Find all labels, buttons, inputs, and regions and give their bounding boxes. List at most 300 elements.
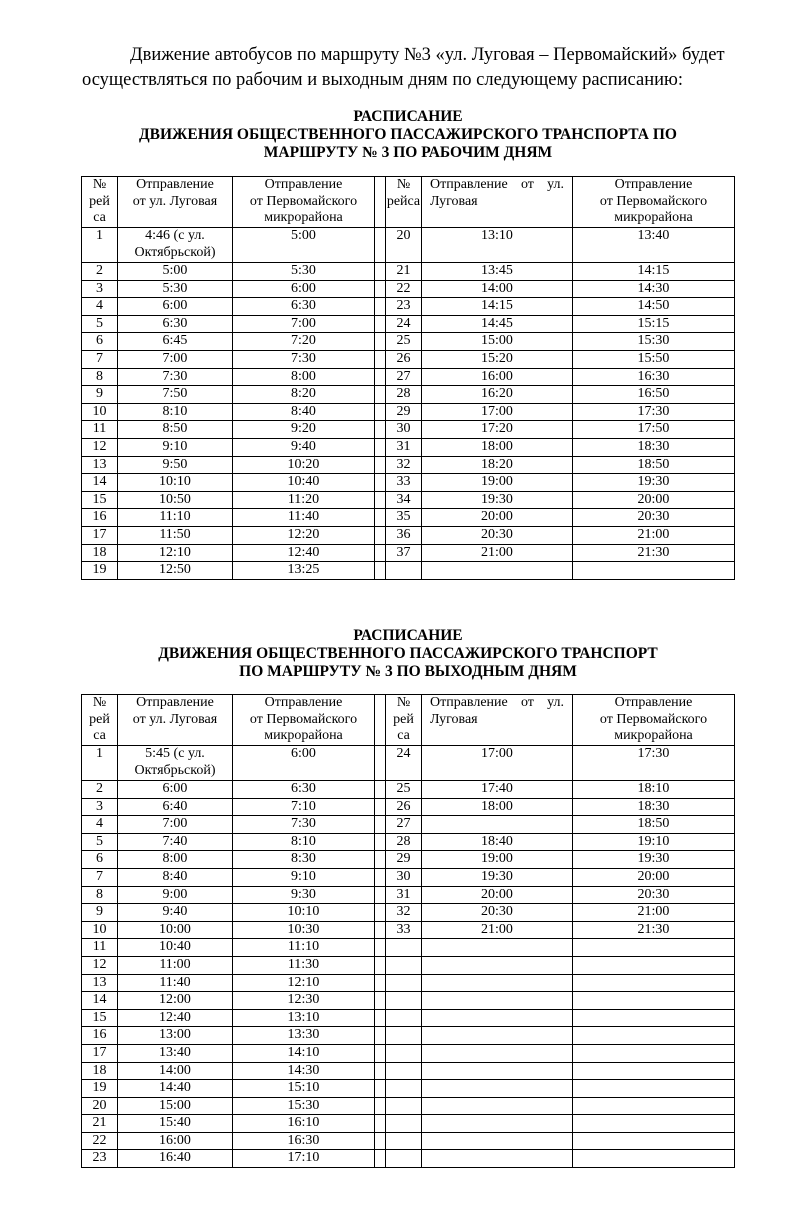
departure-lugovaya: 20:00 xyxy=(422,886,573,904)
departure-lugovaya: 8:10 xyxy=(118,403,233,421)
departure-pervomaisky: 15:15 xyxy=(573,315,735,333)
trip-number: 26 xyxy=(386,798,422,816)
departure-lugovaya: 5:45 (с ул. Октябрьской) xyxy=(118,746,233,781)
trip-number: 13 xyxy=(82,974,118,992)
departure-pervomaisky: 21:30 xyxy=(573,921,735,939)
departure-lugovaya: 8:40 xyxy=(118,868,233,886)
trip-number: 31 xyxy=(386,438,422,456)
trip-number xyxy=(386,562,422,580)
header-trip-number: № рей са xyxy=(82,695,118,746)
departure-pervomaisky: 18:50 xyxy=(573,456,735,474)
table-row xyxy=(82,798,735,816)
table-row xyxy=(82,333,735,351)
departure-pervomaisky: 12:40 xyxy=(233,544,375,562)
column-separator xyxy=(375,1044,386,1062)
departure-pervomaisky: 15:30 xyxy=(573,333,735,351)
column-separator xyxy=(375,438,386,456)
trip-number: 2 xyxy=(82,781,118,799)
table-row xyxy=(82,956,735,974)
departure-pervomaisky: 6:00 xyxy=(233,746,375,781)
column-separator xyxy=(375,1080,386,1098)
departure-lugovaya: 14:40 xyxy=(118,1080,233,1098)
intro-text: Движение автобусов по маршруту №3 «ул. Луговая – Первомайский» будет осуществляться по рабочим и выходным дням по следующему расписанию: xyxy=(82,45,725,90)
weekday-heading-line-3: МАРШРУТУ № 3 ПО РАБОЧИМ ДНЯМ xyxy=(263,144,553,161)
trip-number: 37 xyxy=(386,544,422,562)
departure-pervomaisky: 15:10 xyxy=(233,1080,375,1098)
departure-pervomaisky xyxy=(573,1132,735,1150)
column-separator xyxy=(375,1027,386,1045)
column-separator xyxy=(375,1097,386,1115)
departure-pervomaisky: 10:30 xyxy=(233,921,375,939)
trip-number: 22 xyxy=(386,280,422,298)
departure-pervomaisky: 8:20 xyxy=(233,386,375,404)
departure-lugovaya: 16:00 xyxy=(422,368,573,386)
departure-pervomaisky xyxy=(573,562,735,580)
weekday-heading-line-2: ДВИЖЕНИЯ ОБЩЕСТВЕННОГО ПАССАЖИРСКОГО ТРАНСПОРТА ПО xyxy=(139,126,677,143)
departure-lugovaya: 5:00 xyxy=(118,263,233,281)
departure-lugovaya: 12:40 xyxy=(118,1009,233,1027)
departure-pervomaisky: 5:30 xyxy=(233,263,375,281)
departure-pervomaisky xyxy=(573,974,735,992)
departure-pervomaisky: 16:10 xyxy=(233,1115,375,1133)
departure-pervomaisky xyxy=(573,1097,735,1115)
departure-pervomaisky: 17:30 xyxy=(573,403,735,421)
trip-number: 34 xyxy=(386,491,422,509)
departure-pervomaisky: 19:10 xyxy=(573,833,735,851)
column-separator xyxy=(375,228,386,263)
departure-lugovaya: 16:40 xyxy=(118,1150,233,1168)
trip-number: 10 xyxy=(82,403,118,421)
departure-lugovaya xyxy=(422,1115,573,1133)
departure-pervomaisky: 20:30 xyxy=(573,886,735,904)
departure-pervomaisky: 13:25 xyxy=(233,562,375,580)
departure-pervomaisky: 9:20 xyxy=(233,421,375,439)
departure-pervomaisky: 20:00 xyxy=(573,868,735,886)
table-row xyxy=(82,1027,735,1045)
column-separator xyxy=(375,921,386,939)
trip-number: 1 xyxy=(82,746,118,781)
departure-lugovaya: 9:00 xyxy=(118,886,233,904)
departure-pervomaisky: 7:30 xyxy=(233,350,375,368)
departure-pervomaisky xyxy=(573,1009,735,1027)
trip-number: 6 xyxy=(82,851,118,869)
trip-number xyxy=(386,939,422,957)
departure-pervomaisky: 13:10 xyxy=(233,1009,375,1027)
trip-number: 5 xyxy=(82,833,118,851)
departure-lugovaya: 13:00 xyxy=(118,1027,233,1045)
departure-pervomaisky: 20:30 xyxy=(573,509,735,527)
departure-lugovaya: 9:40 xyxy=(118,904,233,922)
departure-lugovaya: 11:00 xyxy=(118,956,233,974)
departure-lugovaya: 11:10 xyxy=(118,509,233,527)
intro-paragraph xyxy=(82,43,742,93)
table-row xyxy=(82,833,735,851)
departure-pervomaisky: 8:10 xyxy=(233,833,375,851)
departure-lugovaya xyxy=(422,974,573,992)
column-separator xyxy=(375,1150,386,1168)
trip-number: 26 xyxy=(386,350,422,368)
column-separator xyxy=(375,544,386,562)
trip-number: 8 xyxy=(82,368,118,386)
departure-lugovaya xyxy=(422,1044,573,1062)
weekday-heading-line-1: РАСПИСАНИЕ xyxy=(353,108,463,125)
trip-number: 12 xyxy=(82,438,118,456)
departure-pervomaisky xyxy=(573,1062,735,1080)
column-separator xyxy=(375,992,386,1010)
departure-lugovaya: 7:40 xyxy=(118,833,233,851)
column-separator xyxy=(375,509,386,527)
departure-pervomaisky: 17:50 xyxy=(573,421,735,439)
table-row xyxy=(82,526,735,544)
departure-pervomaisky: 7:10 xyxy=(233,798,375,816)
table-row xyxy=(82,921,735,939)
trip-number: 24 xyxy=(386,315,422,333)
departure-lugovaya: 5:30 xyxy=(118,280,233,298)
trip-number: 17 xyxy=(82,1044,118,1062)
table-row xyxy=(82,868,735,886)
column-separator xyxy=(375,474,386,492)
departure-lugovaya xyxy=(422,562,573,580)
departure-pervomaisky: 16:50 xyxy=(573,386,735,404)
departure-lugovaya: 11:40 xyxy=(118,974,233,992)
departure-pervomaisky: 19:30 xyxy=(573,474,735,492)
trip-number xyxy=(386,1009,422,1027)
weekend-heading-line-2: ДВИЖЕНИЯ ОБЩЕСТВЕННОГО ПАССАЖИРСКОГО ТРАНСПОРТ xyxy=(158,645,658,662)
departure-pervomaisky: 8:30 xyxy=(233,851,375,869)
departure-pervomaisky: 16:30 xyxy=(573,368,735,386)
departure-lugovaya xyxy=(422,956,573,974)
weekend-heading xyxy=(82,627,734,681)
departure-lugovaya: 10:50 xyxy=(118,491,233,509)
table-row xyxy=(82,1132,735,1150)
column-separator xyxy=(375,403,386,421)
trip-number: 11 xyxy=(82,939,118,957)
departure-lugovaya xyxy=(422,1150,573,1168)
trip-number: 15 xyxy=(82,1009,118,1027)
trip-number xyxy=(386,1150,422,1168)
column-separator xyxy=(375,1009,386,1027)
departure-lugovaya: 4:46 (с ул. Октябрьской) xyxy=(118,228,233,263)
table-row xyxy=(82,1044,735,1062)
trip-number: 22 xyxy=(82,1132,118,1150)
column-separator xyxy=(375,798,386,816)
column-separator xyxy=(375,263,386,281)
departure-lugovaya: 16:00 xyxy=(118,1132,233,1150)
departure-lugovaya: 17:20 xyxy=(422,421,573,439)
trip-number: 2 xyxy=(82,263,118,281)
table-header-row xyxy=(82,177,735,228)
header-trip-number: № рей са xyxy=(386,695,422,746)
departure-lugovaya: 19:00 xyxy=(422,474,573,492)
trip-number: 28 xyxy=(386,833,422,851)
trip-number: 3 xyxy=(82,798,118,816)
table-row xyxy=(82,474,735,492)
trip-number xyxy=(386,974,422,992)
departure-pervomaisky: 16:30 xyxy=(233,1132,375,1150)
departure-pervomaisky: 17:30 xyxy=(573,746,735,781)
departure-lugovaya xyxy=(422,1027,573,1045)
column-separator xyxy=(375,816,386,834)
departure-pervomaisky xyxy=(573,1150,735,1168)
table-row xyxy=(82,781,735,799)
trip-number: 4 xyxy=(82,816,118,834)
table-row xyxy=(82,939,735,957)
trip-number: 33 xyxy=(386,921,422,939)
departure-pervomaisky: 11:40 xyxy=(233,509,375,527)
departure-pervomaisky: 14:10 xyxy=(233,1044,375,1062)
trip-number: 3 xyxy=(82,280,118,298)
trip-number: 19 xyxy=(82,1080,118,1098)
departure-pervomaisky: 18:50 xyxy=(573,816,735,834)
column-separator xyxy=(375,956,386,974)
departure-pervomaisky: 15:50 xyxy=(573,350,735,368)
table-row xyxy=(82,886,735,904)
trip-number: 33 xyxy=(386,474,422,492)
departure-lugovaya: 18:40 xyxy=(422,833,573,851)
trip-number: 35 xyxy=(386,509,422,527)
departure-lugovaya: 10:40 xyxy=(118,939,233,957)
trip-number: 10 xyxy=(82,921,118,939)
column-separator xyxy=(375,456,386,474)
header-departure-lugovaya: Отправление от ул. Луговая xyxy=(422,177,573,228)
trip-number: 6 xyxy=(82,333,118,351)
weekend-heading-line-3: ПО МАРШРУТУ № 3 ПО ВЫХОДНЫМ ДНЯМ xyxy=(239,663,577,680)
trip-number xyxy=(386,1062,422,1080)
departure-lugovaya: 14:00 xyxy=(118,1062,233,1080)
trip-number: 9 xyxy=(82,386,118,404)
departure-pervomaisky xyxy=(573,992,735,1010)
departure-lugovaya: 11:50 xyxy=(118,526,233,544)
departure-pervomaisky: 10:40 xyxy=(233,474,375,492)
departure-lugovaya: 15:00 xyxy=(422,333,573,351)
departure-pervomaisky: 10:20 xyxy=(233,456,375,474)
table-row xyxy=(82,544,735,562)
trip-number: 30 xyxy=(386,868,422,886)
trip-number: 25 xyxy=(386,781,422,799)
departure-pervomaisky: 7:00 xyxy=(233,315,375,333)
header-departure-pervomaisky: Отправление от Первомайского микрорайона xyxy=(233,695,375,746)
column-separator xyxy=(375,695,386,746)
departure-lugovaya xyxy=(422,1062,573,1080)
table-row xyxy=(82,403,735,421)
departure-pervomaisky: 21:00 xyxy=(573,526,735,544)
trip-number: 20 xyxy=(82,1097,118,1115)
table-row xyxy=(82,298,735,316)
table-row xyxy=(82,746,735,781)
weekend-heading-line-1: РАСПИСАНИЕ xyxy=(353,627,463,644)
departure-pervomaisky xyxy=(573,1115,735,1133)
trip-number: 29 xyxy=(386,403,422,421)
column-separator xyxy=(375,1132,386,1150)
trip-number: 29 xyxy=(386,851,422,869)
departure-lugovaya: 6:00 xyxy=(118,781,233,799)
departure-lugovaya: 19:30 xyxy=(422,491,573,509)
trip-number xyxy=(386,1115,422,1133)
departure-pervomaisky xyxy=(573,1027,735,1045)
header-departure-pervomaisky: Отправление от Первомайского микрорайона xyxy=(233,177,375,228)
trip-number xyxy=(386,992,422,1010)
departure-lugovaya: 6:45 xyxy=(118,333,233,351)
table-row xyxy=(82,1115,735,1133)
departure-lugovaya: 21:00 xyxy=(422,544,573,562)
departure-lugovaya: 8:00 xyxy=(118,851,233,869)
column-separator xyxy=(375,1115,386,1133)
column-separator xyxy=(375,562,386,580)
column-separator xyxy=(375,904,386,922)
departure-pervomaisky: 14:50 xyxy=(573,298,735,316)
trip-number: 5 xyxy=(82,315,118,333)
column-separator xyxy=(375,974,386,992)
departure-lugovaya: 15:20 xyxy=(422,350,573,368)
table-row xyxy=(82,1097,735,1115)
trip-number: 30 xyxy=(386,421,422,439)
trip-number: 25 xyxy=(386,333,422,351)
column-separator xyxy=(375,746,386,781)
column-separator xyxy=(375,491,386,509)
departure-lugovaya: 18:00 xyxy=(422,438,573,456)
trip-number xyxy=(386,1027,422,1045)
departure-lugovaya: 13:10 xyxy=(422,228,573,263)
column-separator xyxy=(375,315,386,333)
column-separator xyxy=(375,868,386,886)
column-separator xyxy=(375,368,386,386)
departure-lugovaya: 17:40 xyxy=(422,781,573,799)
departure-lugovaya: 13:45 xyxy=(422,263,573,281)
departure-lugovaya: 21:00 xyxy=(422,921,573,939)
column-separator xyxy=(375,526,386,544)
departure-lugovaya: 7:50 xyxy=(118,386,233,404)
column-separator xyxy=(375,851,386,869)
departure-lugovaya: 12:10 xyxy=(118,544,233,562)
departure-lugovaya: 8:50 xyxy=(118,421,233,439)
column-separator xyxy=(375,421,386,439)
header-departure-lugovaya: Отправление от ул. Луговая xyxy=(118,695,233,746)
departure-pervomaisky: 18:30 xyxy=(573,798,735,816)
departure-pervomaisky xyxy=(573,1044,735,1062)
departure-pervomaisky: 8:40 xyxy=(233,403,375,421)
trip-number: 7 xyxy=(82,350,118,368)
departure-lugovaya: 15:00 xyxy=(118,1097,233,1115)
departure-pervomaisky: 18:30 xyxy=(573,438,735,456)
trip-number xyxy=(386,1097,422,1115)
table-header-row xyxy=(82,695,735,746)
table-row xyxy=(82,368,735,386)
departure-lugovaya: 20:30 xyxy=(422,526,573,544)
trip-number: 36 xyxy=(386,526,422,544)
column-separator xyxy=(375,350,386,368)
departure-pervomaisky: 14:30 xyxy=(573,280,735,298)
table-row xyxy=(82,562,735,580)
departure-pervomaisky: 6:30 xyxy=(233,298,375,316)
trip-number: 14 xyxy=(82,992,118,1010)
table-row xyxy=(82,421,735,439)
trip-number: 8 xyxy=(82,886,118,904)
departure-lugovaya: 20:30 xyxy=(422,904,573,922)
table-row xyxy=(82,1080,735,1098)
table-row xyxy=(82,456,735,474)
departure-lugovaya: 12:00 xyxy=(118,992,233,1010)
trip-number: 12 xyxy=(82,956,118,974)
table-row xyxy=(82,263,735,281)
departure-lugovaya: 10:00 xyxy=(118,921,233,939)
column-separator xyxy=(375,177,386,228)
departure-lugovaya: 17:00 xyxy=(422,746,573,781)
departure-pervomaisky: 15:30 xyxy=(233,1097,375,1115)
departure-pervomaisky: 18:10 xyxy=(573,781,735,799)
trip-number xyxy=(386,1080,422,1098)
departure-pervomaisky: 5:00 xyxy=(233,228,375,263)
departure-lugovaya: 13:40 xyxy=(118,1044,233,1062)
trip-number: 28 xyxy=(386,386,422,404)
header-trip-number: № рей са xyxy=(82,177,118,228)
departure-pervomaisky xyxy=(573,1080,735,1098)
departure-pervomaisky: 9:30 xyxy=(233,886,375,904)
table-row xyxy=(82,992,735,1010)
departure-pervomaisky: 11:20 xyxy=(233,491,375,509)
trip-number: 21 xyxy=(82,1115,118,1133)
table-row xyxy=(82,904,735,922)
trip-number: 32 xyxy=(386,904,422,922)
departure-lugovaya: 18:00 xyxy=(422,798,573,816)
departure-lugovaya: 6:40 xyxy=(118,798,233,816)
trip-number: 18 xyxy=(82,1062,118,1080)
departure-pervomaisky: 7:20 xyxy=(233,333,375,351)
table-row xyxy=(82,350,735,368)
weekend-schedule-table xyxy=(81,694,735,1168)
trip-number: 18 xyxy=(82,544,118,562)
trip-number: 1 xyxy=(82,228,118,263)
departure-lugovaya: 14:00 xyxy=(422,280,573,298)
departure-lugovaya: 7:00 xyxy=(118,350,233,368)
trip-number: 11 xyxy=(82,421,118,439)
trip-number: 16 xyxy=(82,509,118,527)
departure-pervomaisky: 6:00 xyxy=(233,280,375,298)
trip-number: 27 xyxy=(386,816,422,834)
trip-number: 23 xyxy=(386,298,422,316)
table-row xyxy=(82,228,735,263)
column-separator xyxy=(375,298,386,316)
header-departure-lugovaya: Отправление от ул. Луговая xyxy=(118,177,233,228)
trip-number: 16 xyxy=(82,1027,118,1045)
departure-lugovaya xyxy=(422,992,573,1010)
weekday-heading xyxy=(82,108,734,162)
trip-number: 4 xyxy=(82,298,118,316)
table-row xyxy=(82,816,735,834)
departure-lugovaya xyxy=(422,939,573,957)
departure-lugovaya xyxy=(422,1080,573,1098)
weekday-schedule-table xyxy=(81,176,735,580)
departure-pervomaisky: 17:10 xyxy=(233,1150,375,1168)
column-separator xyxy=(375,886,386,904)
trip-number xyxy=(386,956,422,974)
trip-number: 14 xyxy=(82,474,118,492)
departure-lugovaya: 19:00 xyxy=(422,851,573,869)
departure-pervomaisky: 14:30 xyxy=(233,1062,375,1080)
header-departure-lugovaya: Отправление от ул. Луговая xyxy=(422,695,573,746)
departure-lugovaya: 16:20 xyxy=(422,386,573,404)
departure-lugovaya: 9:50 xyxy=(118,456,233,474)
table-row xyxy=(82,491,735,509)
table-row xyxy=(82,438,735,456)
departure-pervomaisky: 11:30 xyxy=(233,956,375,974)
departure-pervomaisky: 12:30 xyxy=(233,992,375,1010)
trip-number: 20 xyxy=(386,228,422,263)
column-separator xyxy=(375,386,386,404)
departure-pervomaisky: 9:10 xyxy=(233,868,375,886)
departure-pervomaisky: 13:40 xyxy=(573,228,735,263)
header-departure-pervomaisky: Отправление от Первомайского микрорайона xyxy=(573,695,735,746)
departure-pervomaisky xyxy=(573,939,735,957)
